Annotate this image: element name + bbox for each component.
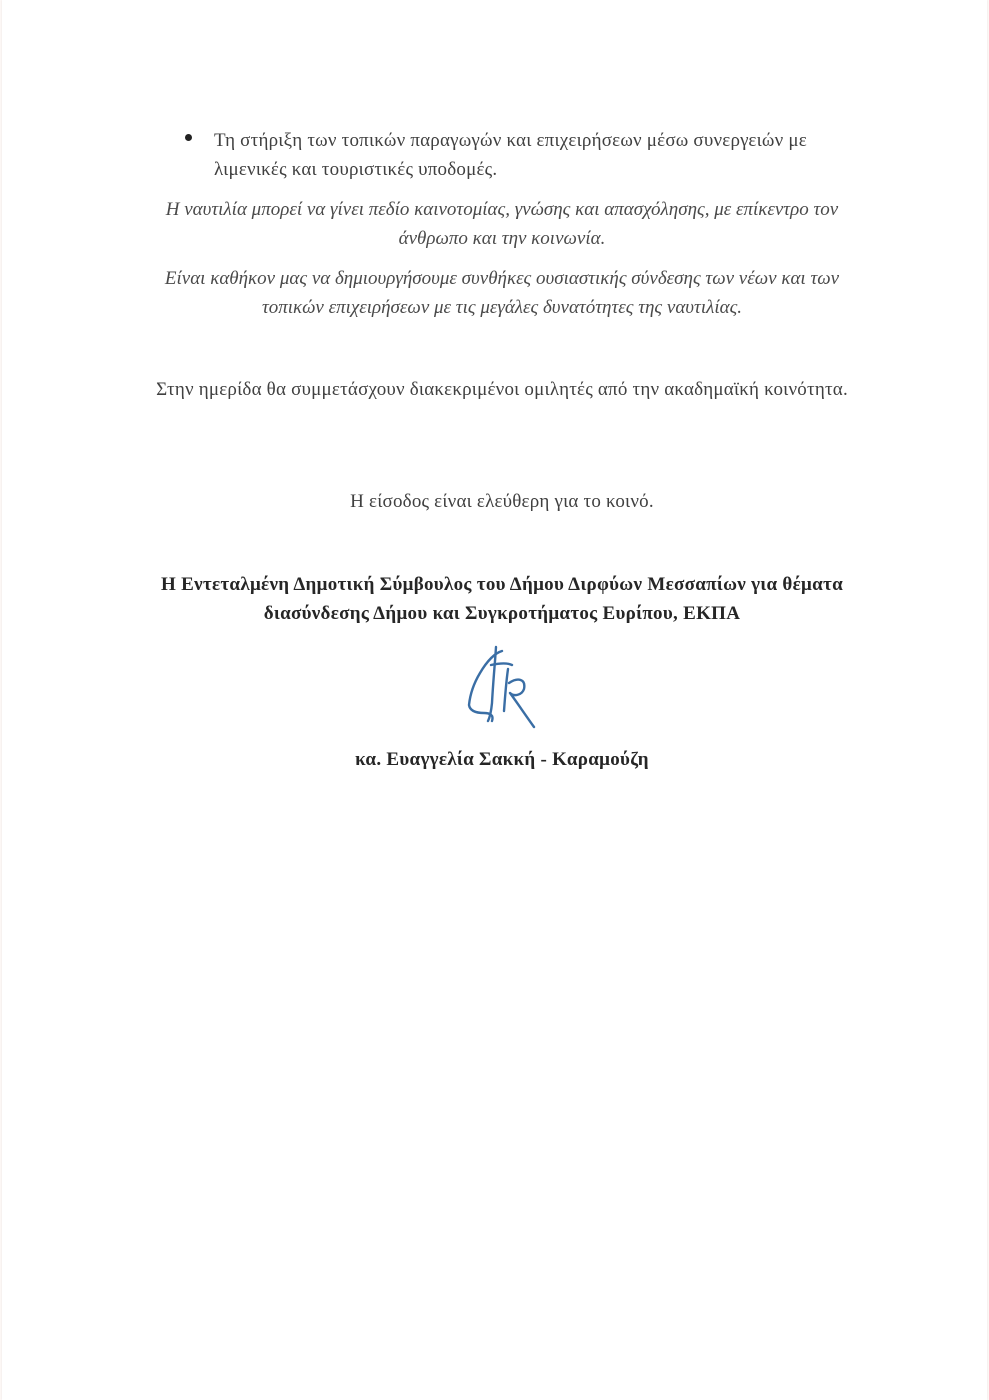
signatory-name: κα. Ευαγγελία Σακκή - Καραμούζη <box>355 749 649 770</box>
italic-paragraph-maritime: Η ναυτιλία μπορεί να γίνει πεδίο καινοτομίας, γνώσης και απασχόλησης, με επίκεντρο τον άνθρωπο και την κοινωνία. <box>165 199 839 249</box>
bullet-icon <box>185 134 192 141</box>
bullet-text: Τη στήριξη των τοπικών παραγωγών και επιχειρήσεων μέσω συνεργειών με λιμενικές και τουριστικές υποδομές. <box>214 130 807 180</box>
italic-paragraph-duty: Είναι καθήκον μας να δημιουργήσουμε συνθήκες ουσιαστικής σύνδεσης των νέων και των τοπικών επιχειρήσεων με τις μεγάλες δυνατότητες της ναυτιλίας. <box>164 268 840 318</box>
entry-paragraph: Η είσοδος είναι ελεύθερη για το κοινό. <box>350 491 654 512</box>
signatory-title: Η Εντεταλμένη Δημοτική Σύμβουλος του Δήμου Διρφύων Μεσσαπίων για θέματα διασύνδεσης Δήμου και Συγκροτήματος Ευρίπου, ΕΚΠΑ <box>161 574 843 624</box>
speakers-paragraph: Στην ημερίδα θα συμμετάσχουν διακεκριμένοι ομιλητές από την ακαδημαϊκή κοινότητα. <box>156 379 848 400</box>
document-page <box>2 0 987 1400</box>
bullet-list-item <box>180 126 860 184</box>
handwritten-signature <box>462 643 542 733</box>
